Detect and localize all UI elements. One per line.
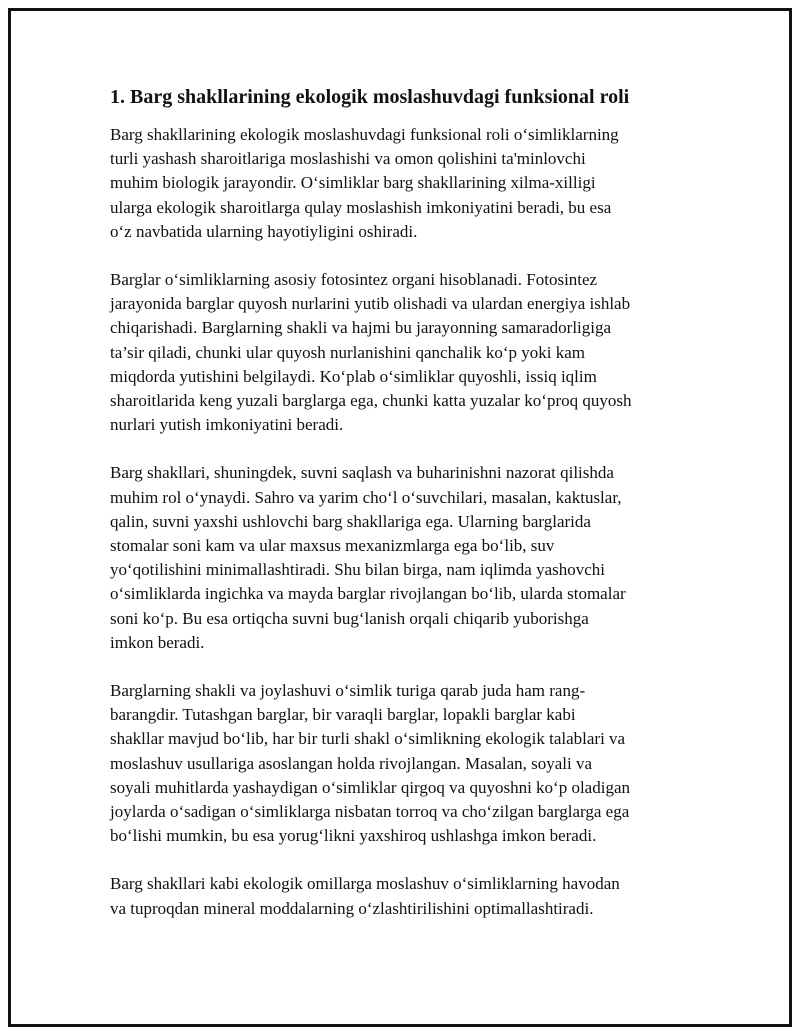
text-line: o‘simliklarda ingichka va mayda barglar rivojlangan bo‘lib, ularda stomalar: [110, 584, 626, 604]
text-line: muhim biologik jarayondir. O‘simliklar barg shakllarining xilma-xilligi: [110, 173, 596, 193]
text-line: Barg shakllari kabi ekologik omillarga moslashuv o‘simliklarning havodan: [110, 874, 620, 894]
paragraph-1: [110, 123, 680, 244]
text-line: o‘z navbatida ularning hayotiyligini oshiradi.: [110, 221, 418, 241]
text-line: barangdir. Tutashgan barglar, bir varaqli barglar, lopakli barglar kabi: [110, 705, 576, 725]
text-line: soyali muhitlarda yashaydigan o‘simliklar qirgoq va quyoshni ko‘p oladigan: [110, 777, 630, 797]
text-line: Barg shakllari, shuningdek, suvni saqlash va buharinishni nazorat qilishda: [110, 463, 614, 483]
text-line: moslashuv usullariga asoslangan holda rivojlangan. Masalan, soyali va: [110, 753, 593, 773]
paragraph-3: [110, 461, 680, 655]
text-line: stomalar soni kam va ular maxsus mexanizmlarga ega bo‘lib, suv: [110, 536, 555, 556]
text-line: miqdorda yutishini belgilaydi. Ko‘plab o‘simliklar quyoshli, issiq iqlim: [110, 366, 597, 386]
text-line: joylarda o‘sadigan o‘simliklarga nisbatan torroq va cho‘zilgan barglarga ega: [110, 802, 630, 822]
section-heading: 1. Barg shakllarining ekologik moslashuvdagi funksional roli: [110, 86, 630, 108]
text-line: ularga ekologik sharoitlarga qulay moslashish imkoniyatini beradi, bu esa: [110, 197, 612, 217]
text-line: Barg shakllarining ekologik moslashuvdagi funksional roli o‘simliklarning: [110, 125, 619, 144]
text-line: bo‘lishi mumkin, bu esa yorug‘likni yaxshiroq ushlashga imkon beradi.: [110, 826, 597, 846]
paragraph-4: [110, 679, 680, 848]
text-line: shakllar mavjud bo‘lib, har bir turli shakl o‘simlikning ekologik talablari va: [110, 729, 626, 749]
text-line: imkon beradi.: [110, 632, 205, 652]
text-line: chiqarishadi. Barglarning shakli va hajmi bu jarayonning samaradorligiga: [110, 318, 612, 338]
text-line: nurlari yutish imkoniyatini beradi.: [110, 415, 344, 435]
text-line: Barglarning shakli va joylashuvi o‘simlik turiga qarab juda ham rang-: [110, 681, 586, 701]
text-line: jarayonida barglar quyosh nurlarini yutib olishadi va ulardan energiya ishlab: [110, 294, 631, 314]
paragraph-2: [110, 268, 680, 437]
text-line: Barglar o‘simliklarning asosiy fotosintez organi hisoblanadi. Fotosintez: [110, 270, 598, 290]
paragraph-5: [110, 872, 680, 920]
text-line: va tuproqdan mineral moddalarning o‘zlashtirilishini optimallashtiradi.: [110, 898, 594, 918]
text-line: soni ko‘p. Bu esa ortiqcha suvni bug‘lanish orqali chiqarib yuborishga: [110, 608, 589, 628]
text-line: muhim rol o‘ynaydi. Sahro va yarim cho‘l o‘suvchilari, masalan, kaktuslar,: [110, 487, 622, 507]
text-line: qalin, suvni yaxshi ushlovchi barg shakllariga ega. Ularning barglarida: [110, 511, 591, 531]
document-body: [110, 85, 680, 945]
text-line: yo‘qotilishini minimallashtiradi. Shu bilan birga, nam iqlimda yashovchi: [110, 560, 605, 580]
text-line: ta’sir qiladi, chunki ular quyosh nurlanishini qanchalik ko‘p yoki kam: [110, 342, 585, 362]
text-line: turli yashash sharoitlariga moslashishi va omon qolishini ta'minlovchi: [110, 149, 586, 169]
text-line: sharoitlarida keng yuzali barglarga ega, chunki katta yuzalar ko‘proq quyosh: [110, 391, 632, 411]
